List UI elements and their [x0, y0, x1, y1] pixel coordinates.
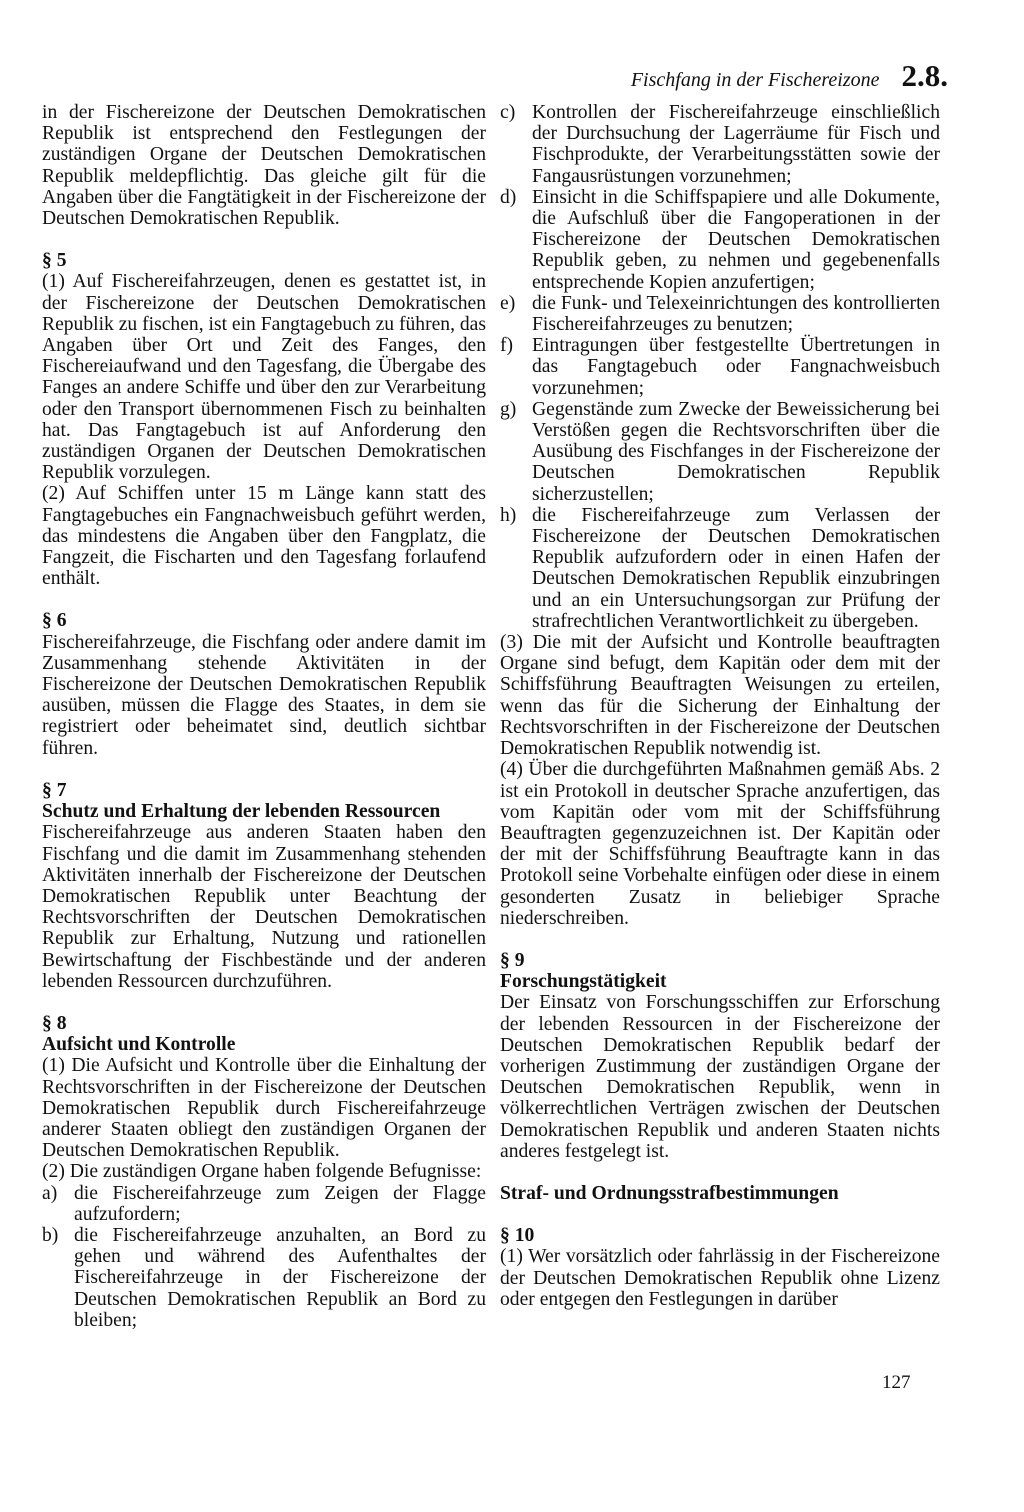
header-title: Fischfang in der Fischereizone — [630, 69, 880, 91]
list-item-text: Einsicht in die Schiffspapiere und alle Dokumente, die Aufschluß über die Fangoperationen in der Fischereizone der Deutschen Demokratischen Republik geben, zu nehmen und gegebenenfalls entsprechende Kopien anzufertigen; — [532, 186, 940, 293]
list-item-label: g) — [500, 398, 517, 420]
left-column — [42, 102, 486, 1331]
list-item-label: c) — [500, 102, 516, 123]
section-8-para-3: (3) Die mit der Aufsicht und Kontrolle beauftragten Organe sind befugt, dem Kapitän oder dem mit der Schiffsführung Beauftragten Weisungen zu erteilen, wenn das für die Sicherung der Einhaltung der Rechtsvorschriften in der Fischereizone der Deutschen Demokratischen Republik notwendig ist. — [500, 632, 940, 760]
section-10-label: § 10 — [500, 1225, 535, 1247]
section-9-para-1: Der Einsatz von Forschungsschiffen zur Erforschung der lebenden Ressourcen in der Fischereizone der Deutschen Demokratischen Republik bedarf der vorherigen Zustimmung der zuständigen Organe der Deutschen Demokratischen Republik, wenn in völkerrechtlichen Verträgen zwischen der Deutschen Demokratischen Republik und anderen Staaten nichts anderes festgelegt ist. — [500, 992, 940, 1162]
section-8-para-2: (2) Die zuständigen Organe haben folgende Befugnisse: — [42, 1161, 482, 1183]
section-5-para-2: (2) Auf Schiffen unter 15 m Länge kann statt des Fangtagebuches ein Fangnachweisbuch geführt werden, das mindestens die Angaben über den Fangplatz, die Fangzeit, die Fischarten und den Tagesfang forlaufend enthält. — [42, 483, 486, 590]
right-column — [500, 102, 940, 1310]
section-8-para-4: (4) Über die durchgeführten Maßnahmen gemäß Abs. 2 ist ein Protokoll in deutscher Sprache anzufertigen, das vom Kapitän oder vom mit der Schiffsführung Beauftragten gegenzuzeichnen ist. Der Kapitän oder der mit der Schiffsführung Beauftragte kann in das Protokoll seine Vorbehalte einfügen oder diese in einem gesonderten Zusatz in beliebiger Sprache niederschreiben. — [500, 759, 940, 929]
list-item — [500, 293, 940, 335]
list-item-text: die Fischereifahrzeuge zum Verlassen der Fischereizone der Deutschen Demokratischen Republik aufzufordern oder in einen Hafen der Deutschen Demokratischen Republik einzubringen und an ein Untersuchungsorgan zur Prüfung der strafrechtlichen Verantwortlichkeit zu übergeben. — [532, 504, 940, 632]
list-item-label: f) — [500, 335, 514, 357]
section-8-para-1: (1) Die Aufsicht und Kontrolle über die Einhaltung der Rechtsvorschriften in der Fischereizone der Deutschen Demokratischen Republik durch Fischereifahrzeuge anderer Staaten obliegt den zuständigen Organen der Deutschen Demokratischen Republik. — [42, 1055, 486, 1162]
section-7-para-1: Fischereifahrzeuge aus anderen Staaten haben den Fischfang und die damit im Zusammenhang stehenden Aktivitäten innerhalb der Fischereizone der Deutschen Demokratischen Republik unter Beachtung der Rechtsvorschriften der Deutschen Demokratischen Republik zur Erhaltung, Nutzung und rationellen Bewirtschaftung der Fischbestände und der anderen lebenden Ressourcen durchzuführen. — [42, 822, 486, 992]
list-item-text: die Fischereifahrzeuge zum Zeigen der Flagge aufzufordern; — [74, 1182, 486, 1225]
section-number: 2.8. — [901, 58, 948, 93]
section-5-label: § 5 — [42, 250, 67, 272]
chapter-heading: Straf- und Ordnungsstrafbestimmungen — [500, 1182, 839, 1204]
list-item — [42, 1225, 486, 1331]
list-item-label: h) — [500, 504, 517, 526]
list-item-text: Eintragungen über festgestellte Übertretungen in das Fangtagebuch oder Fangnachweisbuch vorzunehmen; — [532, 335, 940, 399]
section-8-label: § 8 — [42, 1012, 67, 1034]
list-item-text: die Funk- und Telexeinrichtungen des kontrollierten Fischereifahrzeuges zu benutzen; — [532, 292, 941, 336]
running-header — [631, 58, 948, 94]
page-number: 127 — [882, 1372, 911, 1393]
list-item-text: die Fischereifahrzeuge anzuhalten, an Bord zu gehen und während des Aufenthaltes der Fischereifahrzeuge in der Fischereizone der Deutschen Demokratischen Republik an Bord zu bleiben; — [74, 1224, 486, 1331]
list-item-label: a) — [42, 1182, 58, 1204]
section-7-label: § 7 — [42, 779, 67, 801]
list-item — [500, 102, 940, 187]
section-7-heading: Schutz und Erhaltung der lebenden Ressourcen — [42, 801, 441, 823]
list-item — [500, 399, 940, 505]
list-item-label: d) — [500, 186, 517, 208]
intro-paragraph: in der Fischereizone der Deutschen Demokratischen Republik ist entsprechend den Festlegungen der zuständigen Organe der Deutschen Demokratischen Republik meldepflichtig. Das gleiche gilt für die Angaben über die Fangtätigkeit in der Fischereizone der Deutschen Demokratischen Republik. — [42, 102, 486, 230]
list-item-label: e) — [500, 292, 516, 314]
section-8-heading: Aufsicht und Kontrolle — [42, 1034, 236, 1056]
section-6-label: § 6 — [42, 610, 67, 632]
list-item-label: b) — [42, 1224, 59, 1246]
section-9-heading: Forschungstätigkeit — [500, 971, 667, 993]
section-9-label: § 9 — [500, 949, 525, 971]
list-item-text: Kontrollen der Fischereifahrzeuge einschließlich der Durchsuchung der Lagerräume für Fisch und Fischprodukte, der Verarbeitungsstätten sowie der Fangausrüstungen vorzunehmen; — [532, 102, 940, 187]
list-item — [42, 1183, 486, 1225]
section-6-para-1: Fischereifahrzeuge, die Fischfang oder andere damit im Zusammenhang stehende Aktivitäten in der Fischereizone der Deutschen Demokratischen Republik ausüben, müssen die Flagge des Staates, in dem sie registriert oder beheimatet sind, deutlich sichtbar führen. — [42, 631, 486, 759]
list-item-text: Gegenstände zum Zwecke der Beweissicherung bei Verstößen gegen die Rechtsvorschriften über die Ausübung des Fischfanges in der Fischereizone der Deutschen Demokratischen Republik sicherzustellen; — [532, 398, 940, 505]
section-10-para-1: (1) Wer vorsätzlich oder fahrlässig in der Fischereizone der Deutschen Demokratischen Republik ohne Lizenz oder entgegen den Festlegungen in darüber — [500, 1246, 940, 1310]
list-item — [500, 187, 940, 293]
list-item — [500, 505, 940, 632]
list-item — [500, 335, 940, 399]
section-5-para-1: (1) Auf Fischereifahrzeugen, denen es gestattet ist, in der Fischereizone der Deutschen Demokratischen Republik zu fischen, ist ein Fangtagebuch zu führen, das Angaben über Ort und Zeit des Fanges, den Fischereiaufwand und den Tagesfang, die Übergabe des Fanges an andere Schiffe und über den zur Verarbeitung oder den Transport übernommenen Fisch zu beinhalten hat. Das Fangtagebuch ist auf Anforderung den zuständigen Organen der Deutschen Demokratischen Republik vorzulegen. — [42, 271, 487, 484]
